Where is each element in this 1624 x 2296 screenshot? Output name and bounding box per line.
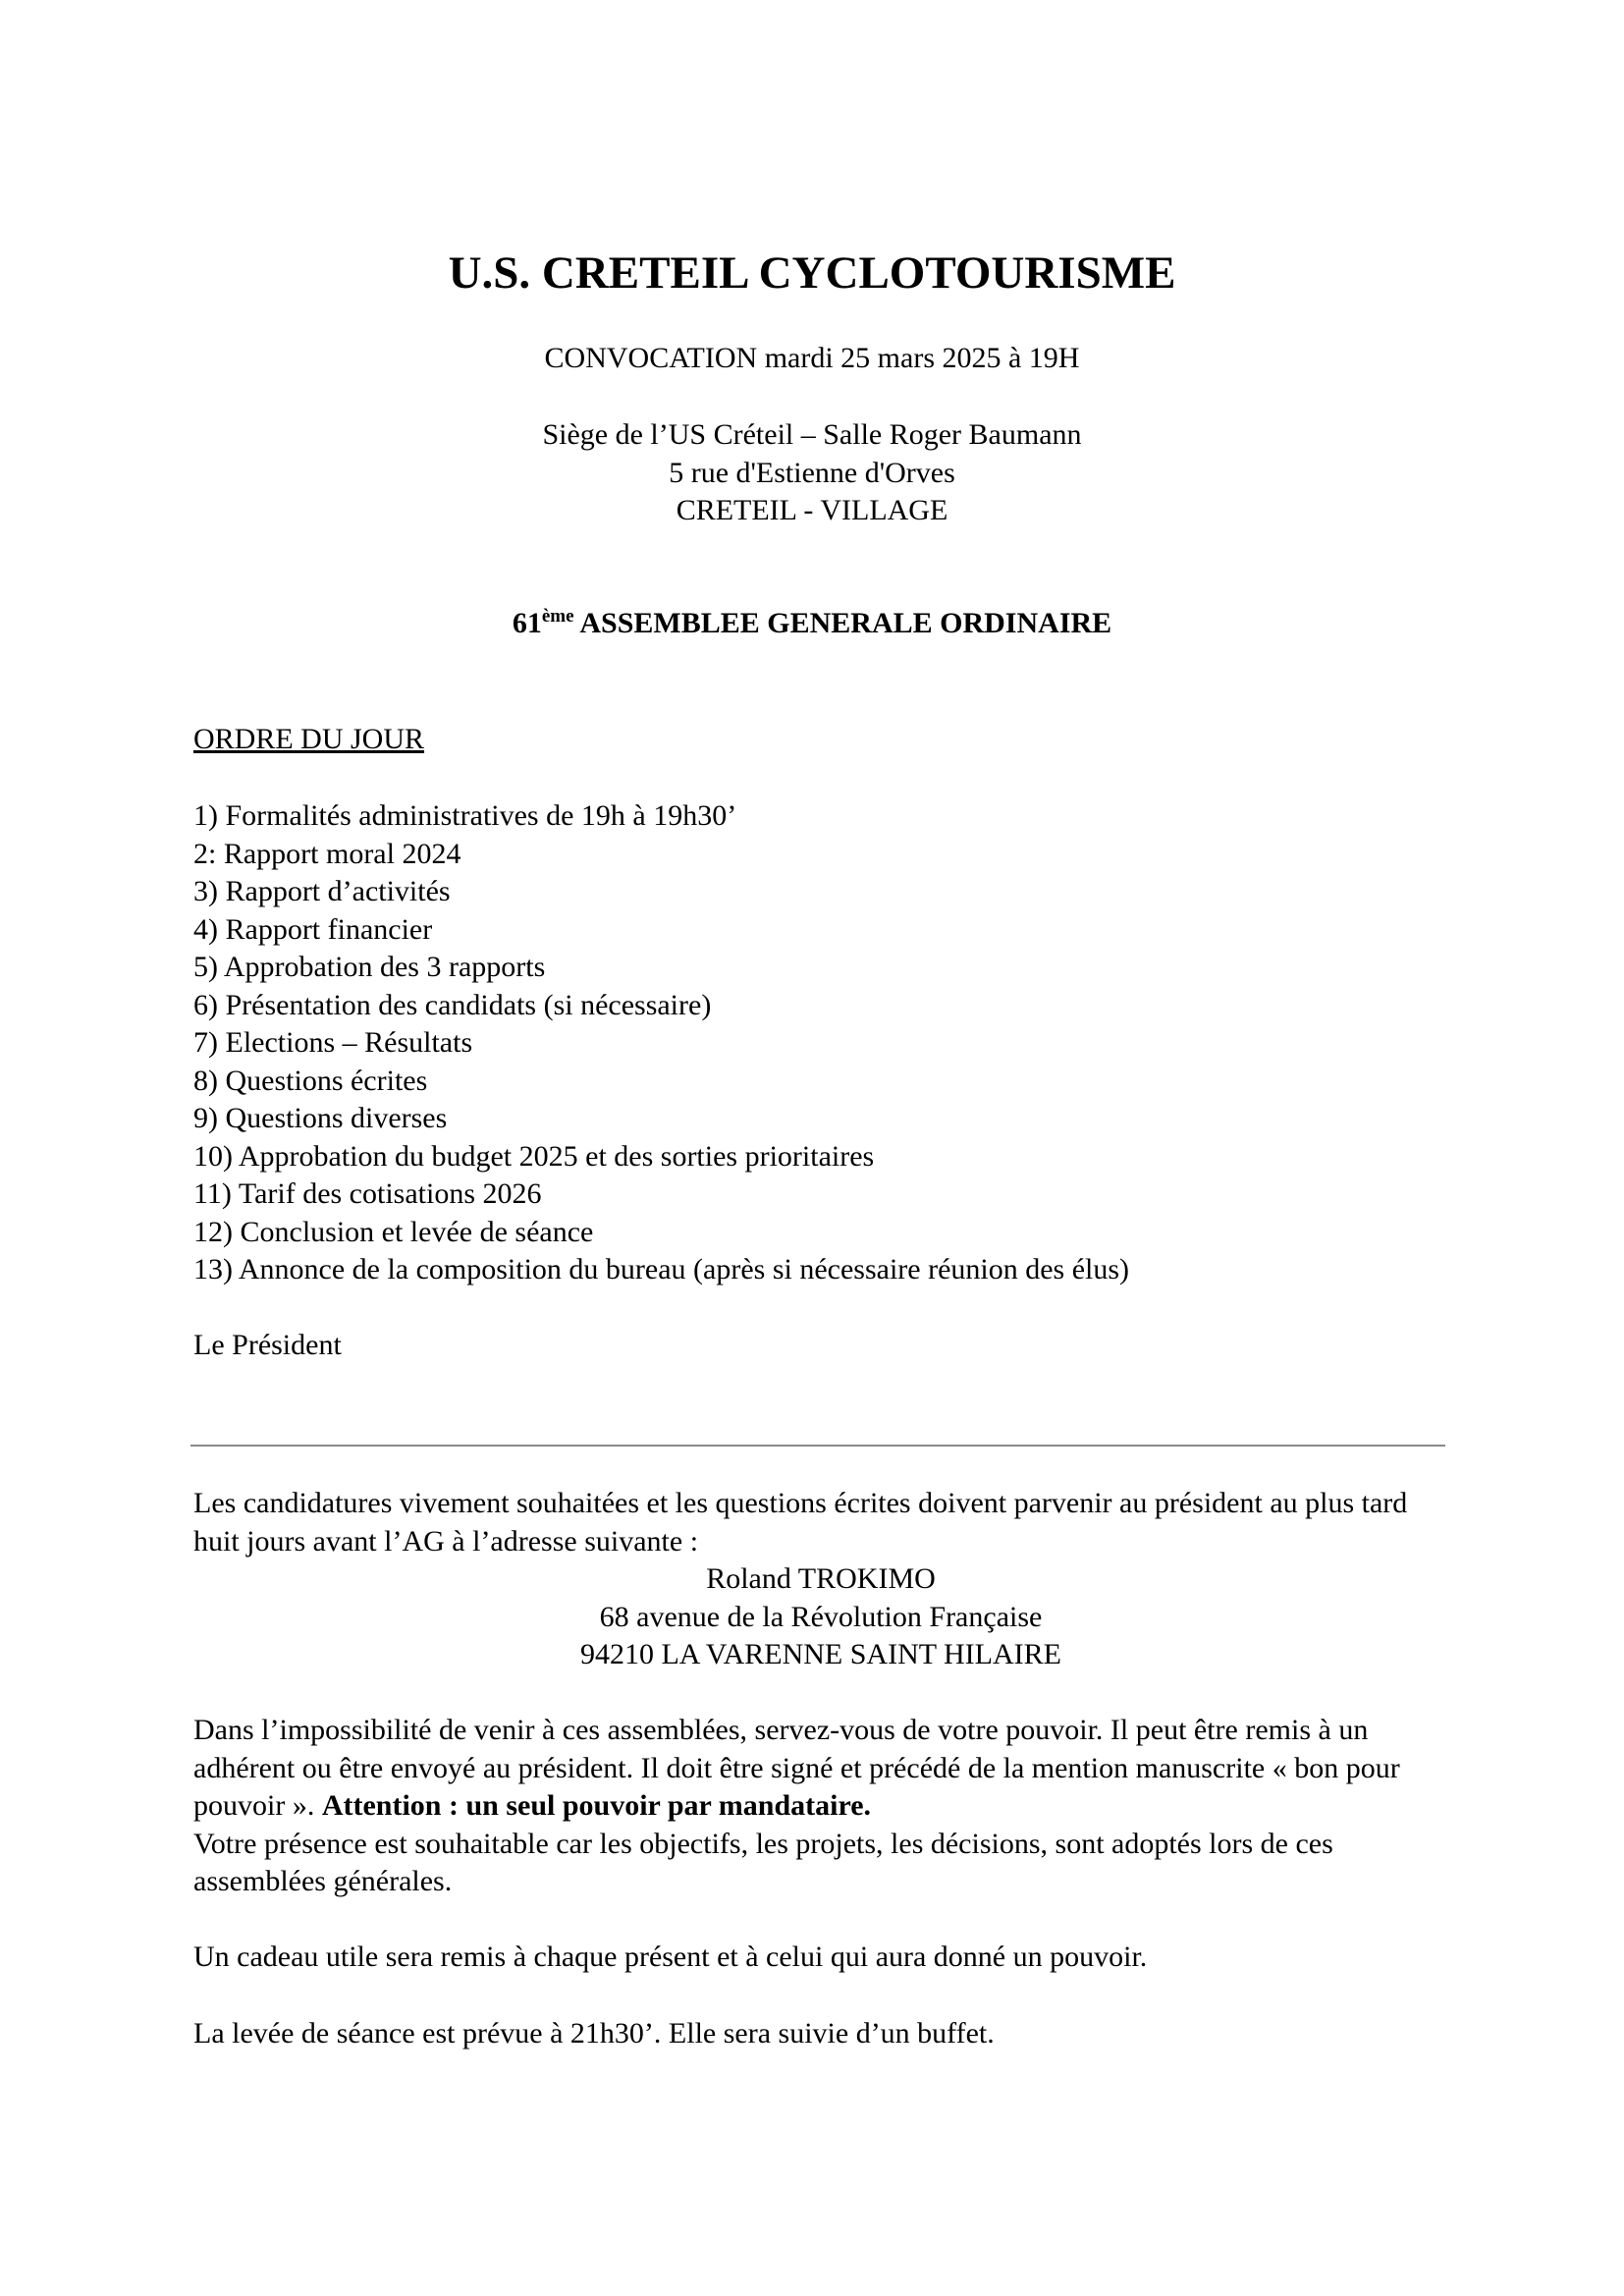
- presence-text: Votre présence est souhaitable car les objectifs, les projets, les décisions, sont adoptés lors de ces assemblées générales.: [193, 1827, 1333, 1897]
- venue-line-2: 5 rue d'Estienne d'Orves: [669, 456, 955, 489]
- agenda-item: 10) Approbation du budget 2025 et des sorties prioritaires: [193, 1139, 875, 1173]
- agenda-item: 4) Rapport financier: [193, 912, 433, 946]
- agenda-item: 9) Questions diverses: [193, 1102, 448, 1134]
- president-signature: Le Président: [193, 1329, 342, 1361]
- agenda-item: 12) Conclusion et levée de séance: [193, 1215, 594, 1248]
- proxy-warning: Attention : un seul pouvoir par mandataire.: [321, 1789, 872, 1822]
- agenda-item: 3) Rapport d’activités: [193, 875, 451, 907]
- assembly-label: ASSEMBLEE GENERALE ORDINAIRE: [573, 607, 1112, 639]
- section-divider: [190, 1445, 1445, 1447]
- agenda-item: 2: Rapport moral 2024: [193, 837, 461, 870]
- venue-line-1: Siège de l’US Créteil – Salle Roger Baumann: [542, 418, 1082, 451]
- agenda-item: 5) Approbation des 3 rapports: [193, 951, 546, 983]
- assembly-suffix: ème: [541, 606, 574, 627]
- venue-line-3: CRETEIL - VILLAGE: [676, 494, 948, 526]
- candidatures-notice: [193, 1485, 1455, 1674]
- convocation-line: CONVOCATION mardi 25 mars 2025 à 19H: [544, 342, 1080, 374]
- proxy-text: Dans l’impossibilité de venir à ces assemblées, servez-vous de votre pouvoir. Il peut être remis à un adhérent ou être envoyé au président. Il doit être signé et précédé de la mention manuscrite « bon pour pouvoir ».: [193, 1714, 1400, 1822]
- agenda-item: 6) Présentation des candidats (si nécessaire): [193, 988, 712, 1021]
- venue-block: [0, 416, 1624, 530]
- document-title: U.S. CRETEIL CYCLOTOURISME: [448, 247, 1176, 299]
- closing-paragraph: La levée de séance est prévue à 21h30’. Elle sera suivie d’un buffet.: [193, 2017, 995, 2050]
- postal-address: [193, 1560, 1448, 1674]
- address-name: Roland TROKIMO: [706, 1562, 936, 1595]
- agenda-item: 7) Elections – Résultats: [193, 1026, 473, 1059]
- address-street: 68 avenue de la Révolution Française: [599, 1600, 1043, 1633]
- agenda-item: 11) Tarif des cotisations 2026: [193, 1177, 542, 1210]
- agenda-list: [193, 797, 1129, 1289]
- proxy-paragraph: [193, 1712, 1460, 1901]
- agenda-item: 1) Formalités administratives de 19h à 19h30’: [193, 799, 737, 832]
- gift-paragraph: Un cadeau utile sera remis à chaque présent et à celui qui aura donné un pouvoir.: [193, 1941, 1148, 1973]
- agenda-item: 8) Questions écrites: [193, 1064, 428, 1097]
- agenda-item: 13) Annonce de la composition du bureau (après si nécessaire réunion des élus): [193, 1253, 1130, 1285]
- assembly-number: 61: [512, 607, 542, 639]
- candidatures-text: Les candidatures vivement souhaitées et les questions écrites doivent parvenir au président au plus tard huit jours avant l’AG à l’adresse suivante :: [193, 1487, 1408, 1558]
- assembly-heading: [0, 605, 1624, 642]
- agenda-heading: ORDRE DU JOUR: [193, 723, 425, 755]
- address-city: 94210 LA VARENNE SAINT HILAIRE: [579, 1638, 1061, 1670]
